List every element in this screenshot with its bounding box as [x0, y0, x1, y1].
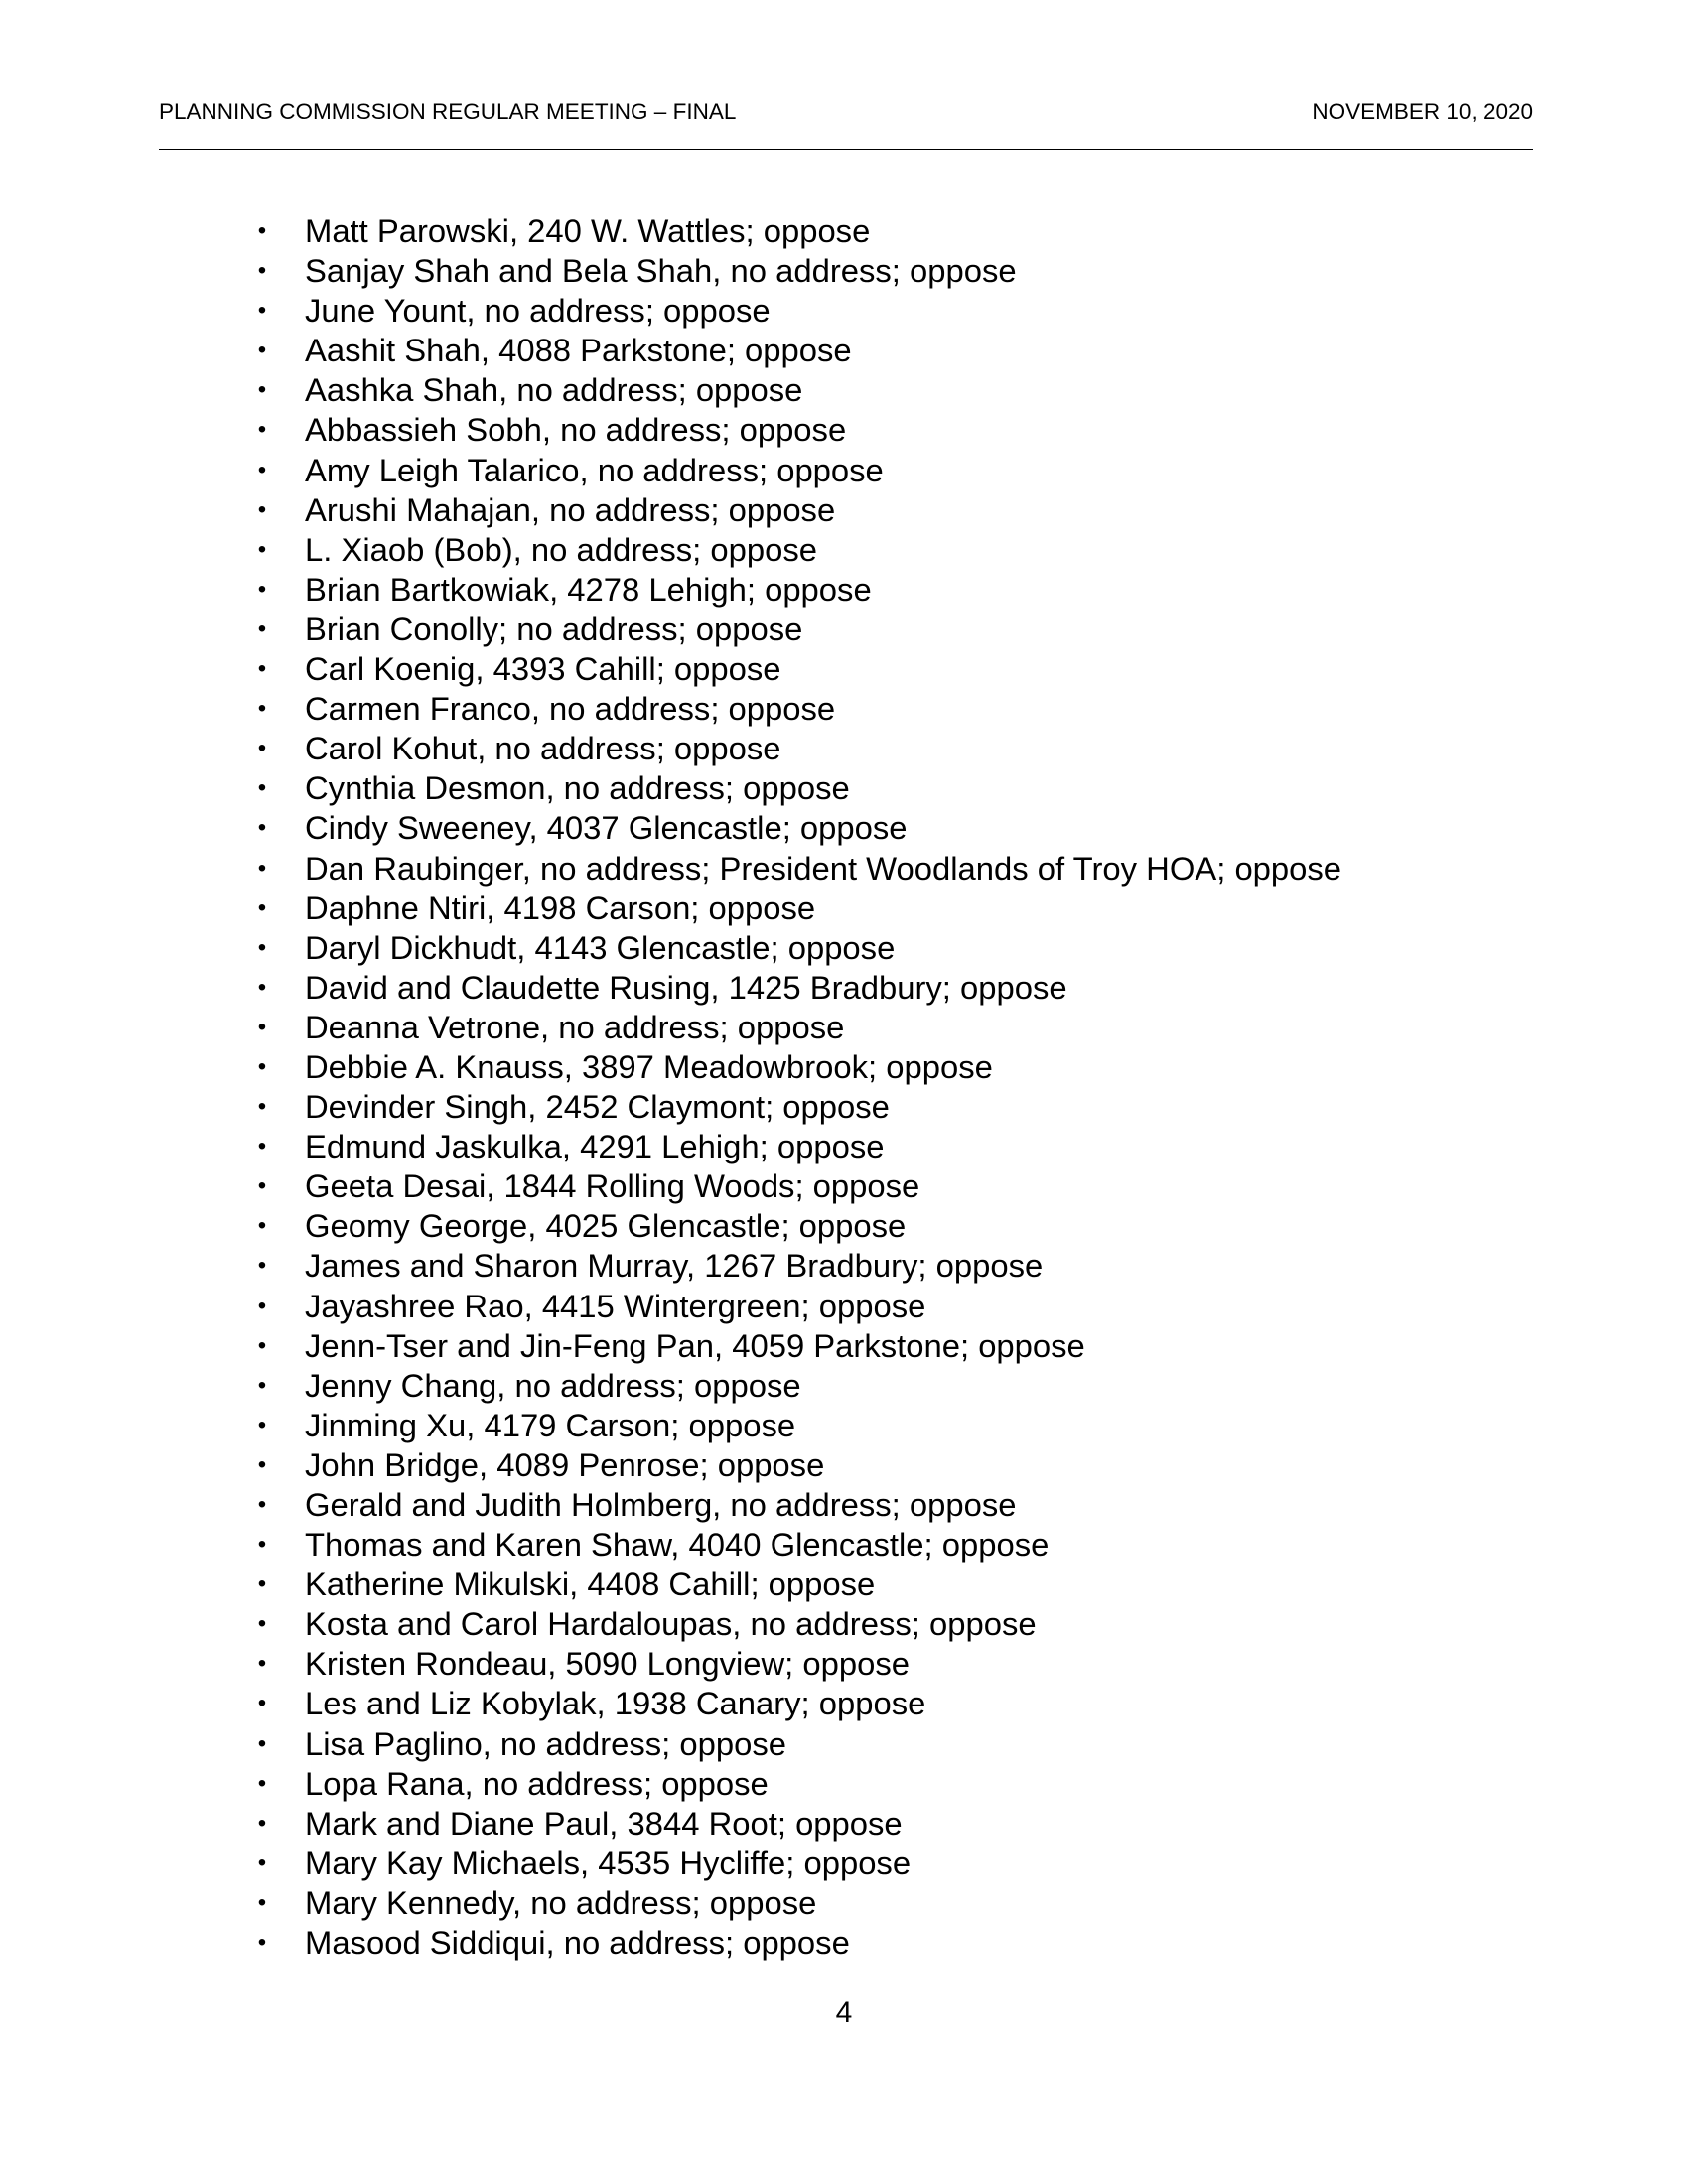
list-item-text: Masood Siddiqui, no address; oppose — [305, 1924, 850, 1962]
bullet-icon: • — [257, 814, 267, 842]
list-item-text: June Yount, no address; oppose — [305, 292, 771, 330]
list-item-text: Kristen Rondeau, 5090 Longview; oppose — [305, 1645, 911, 1683]
list-item-text: Lopa Rana, no address; oppose — [305, 1764, 769, 1802]
list-item-text: Carol Kohut, no address; oppose — [305, 730, 781, 767]
bullet-icon: • — [257, 1212, 267, 1240]
bullet-icon: • — [257, 535, 267, 563]
bullet-icon: • — [257, 1252, 267, 1280]
list-item-text: Mary Kennedy, no address; oppose — [305, 1883, 817, 1921]
list-item-text: Thomas and Karen Shaw, 4040 Glencastle; oppose — [305, 1526, 1050, 1564]
bullet-icon: • — [257, 1729, 267, 1757]
bullet-icon: • — [257, 1292, 267, 1319]
bullet-icon: • — [257, 217, 267, 244]
bullet-icon: • — [257, 1888, 267, 1916]
list-item-text: Amy Leigh Talarico, no address; oppose — [305, 451, 884, 488]
bullet-icon: • — [257, 774, 267, 802]
bullet-icon: • — [257, 297, 267, 325]
bullet-icon: • — [257, 973, 267, 1001]
list-item-text: Devinder Singh, 2452 Claymont; oppose — [305, 1088, 890, 1126]
bullet-icon: • — [257, 257, 267, 285]
list-item-text: Matt Parowski, 240 W. Wattles; oppose — [305, 212, 871, 249]
bullet-icon: • — [257, 1491, 267, 1518]
list-item-text: Lisa Paglino, no address; oppose — [305, 1724, 787, 1762]
bullet-icon: • — [257, 735, 267, 762]
bullet-icon: • — [257, 337, 267, 364]
bullet-icon: • — [257, 1809, 267, 1837]
bullet-icon: • — [257, 416, 267, 444]
list-item-text: L. Xiaob (Bob), no address; oppose — [305, 530, 817, 568]
list-item-text: Daryl Dickhudt, 4143 Glencastle; oppose — [305, 928, 896, 966]
page-header — [159, 93, 1533, 133]
bullet-icon: • — [257, 655, 267, 683]
bullet-icon: • — [257, 1013, 267, 1040]
list-item-text: Jenn-Tser and Jin-Feng Pan, 4059 Parkstone; oppose — [305, 1326, 1085, 1364]
bullet-icon: • — [257, 1570, 267, 1598]
list-item-text: Les and Liz Kobylak, 1938 Canary; oppose — [305, 1685, 926, 1722]
list-item-text: Aashka Shah, no address; oppose — [305, 371, 803, 409]
bullet-icon: • — [257, 1610, 267, 1638]
bullet-icon: • — [257, 1650, 267, 1678]
bullet-icon: • — [257, 376, 267, 404]
list-item-text: Daphne Ntiri, 4198 Carson; oppose — [305, 888, 816, 926]
bullet-icon: • — [257, 854, 267, 882]
list-item-text: Cynthia Desmon, no address; oppose — [305, 769, 850, 807]
bullet-icon: • — [257, 893, 267, 921]
list-item-text: Cindy Sweeney, 4037 Glencastle; oppose — [305, 809, 908, 847]
bullet-icon: • — [257, 614, 267, 642]
list-item-text: Brian Bartkowiak, 4278 Lehigh; oppose — [305, 570, 872, 608]
list-item-text: John Bridge, 4089 Penrose; oppose — [305, 1445, 825, 1483]
document-title: PLANNING COMMISSION REGULAR MEETING – FINAL — [159, 99, 737, 124]
list-item-text: Aashit Shah, 4088 Parkstone; oppose — [305, 332, 852, 369]
meeting-date: NOVEMBER 10, 2020 — [1312, 99, 1533, 124]
bullet-icon: • — [257, 1450, 267, 1478]
list-item-text: Debbie A. Knauss, 3897 Meadowbrook; oppose — [305, 1047, 993, 1085]
bullet-icon: • — [257, 1929, 267, 1957]
bullet-icon: • — [257, 933, 267, 961]
list-item-text: Carl Koenig, 4393 Cahill; oppose — [305, 650, 781, 688]
bullet-icon: • — [257, 1172, 267, 1200]
bullet-icon: • — [257, 1848, 267, 1876]
bullet-icon: • — [257, 456, 267, 483]
bullet-icon: • — [257, 1411, 267, 1438]
bullet-icon: • — [257, 1371, 267, 1399]
bullet-icon: • — [257, 1531, 267, 1559]
list-item-text: Jenny Chang, no address; oppose — [305, 1366, 801, 1404]
bullet-icon: • — [257, 575, 267, 603]
bullet-icon: • — [257, 1093, 267, 1121]
bullet-icon: • — [257, 1133, 267, 1160]
list-item-text: Mark and Diane Paul, 3844 Root; oppose — [305, 1804, 903, 1842]
list-item-text: Deanna Vetrone, no address; oppose — [305, 1008, 845, 1045]
list-item-text: Brian Conolly; no address; oppose — [305, 610, 803, 647]
list-item-text: Abbassieh Sobh, no address; oppose — [305, 411, 847, 449]
list-item-text: Arushi Mahajan, no address; oppose — [305, 490, 836, 528]
page-number: 4 — [835, 1996, 853, 2029]
list-item-text: Jinming Xu, 4179 Carson; oppose — [305, 1406, 796, 1443]
list-item-text: Kosta and Carol Hardaloupas, no address; oppose — [305, 1605, 1037, 1643]
list-item-text: Geomy George, 4025 Glencastle; oppose — [305, 1207, 907, 1245]
list-item-text: Carmen Franco, no address; oppose — [305, 690, 836, 728]
bullet-icon: • — [257, 1690, 267, 1717]
header-divider — [159, 149, 1533, 150]
bullet-icon: • — [257, 1052, 267, 1080]
bullet-icon: • — [257, 1769, 267, 1797]
list-item-text: Dan Raubinger, no address; President Woodlands of Troy HOA; oppose — [305, 849, 1342, 887]
bullet-icon: • — [257, 695, 267, 723]
list-item-text: Sanjay Shah and Bela Shah, no address; oppose — [305, 252, 1017, 290]
list-item-text: James and Sharon Murray, 1267 Bradbury; oppose — [305, 1247, 1044, 1285]
bullet-icon: • — [257, 495, 267, 523]
list-item-text: Jayashree Rao, 4415 Wintergreen; oppose — [305, 1287, 926, 1324]
list-item-text: Mary Kay Michaels, 4535 Hycliffe; oppose — [305, 1843, 912, 1881]
bullet-icon: • — [257, 1331, 267, 1359]
list-item-text: Katherine Mikulski, 4408 Cahill; oppose — [305, 1566, 876, 1603]
list-item-text: David and Claudette Rusing, 1425 Bradbury; oppose — [305, 968, 1067, 1006]
list-item-text: Edmund Jaskulka, 4291 Lehigh; oppose — [305, 1128, 885, 1165]
list-item-text: Geeta Desai, 1844 Rolling Woods; oppose — [305, 1167, 920, 1205]
list-item-text: Gerald and Judith Holmberg, no address; oppose — [305, 1486, 1017, 1523]
